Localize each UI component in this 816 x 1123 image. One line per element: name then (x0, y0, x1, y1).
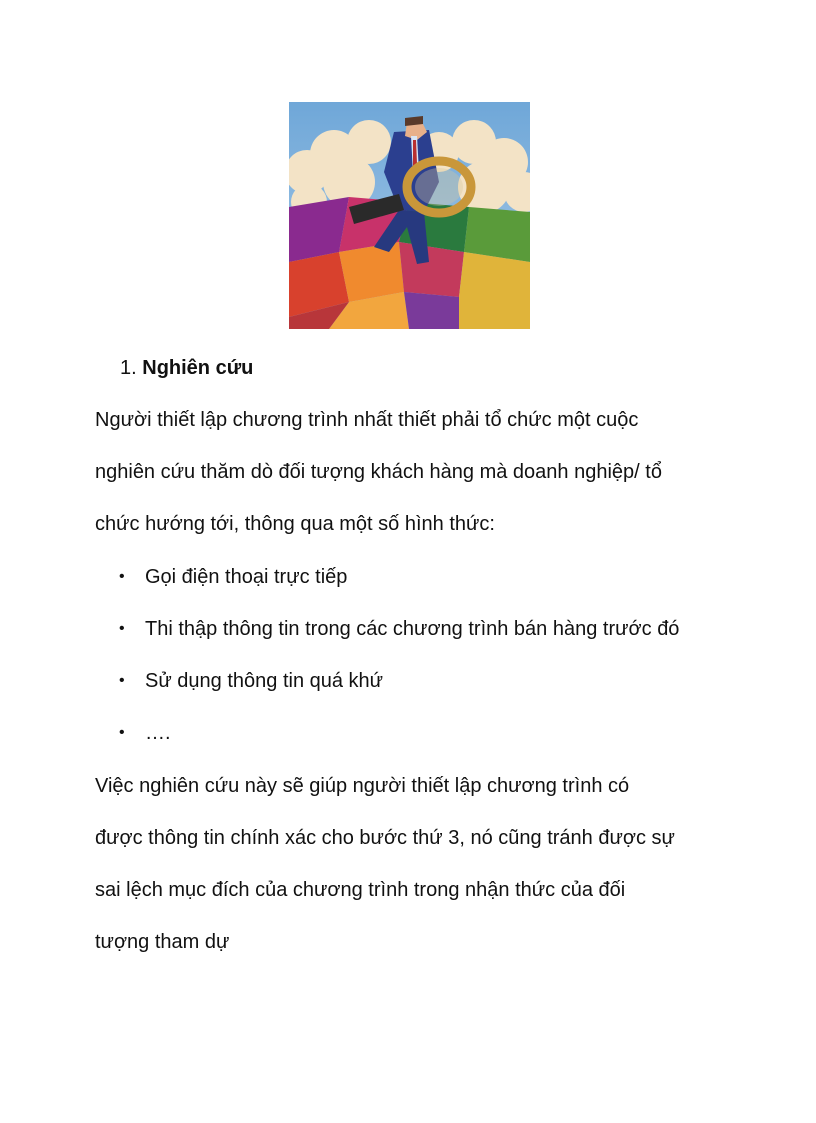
method-bullet-list (95, 563, 755, 771)
list-item (95, 719, 755, 771)
intro-paragraph (95, 406, 735, 562)
list-item-text: Gọi điện thoại trực tiếp (145, 566, 348, 588)
section-number: 1. (120, 357, 137, 379)
list-item (95, 667, 755, 719)
list-item-text: …. (145, 722, 171, 744)
bullet-icon: • (119, 724, 125, 741)
list-item (95, 563, 755, 615)
section-title: Nghiên cứu (142, 357, 254, 379)
paragraph-line: nghiên cứu thăm dò đối tượng khách hàng mà doanh nghiệp/ tổ (95, 461, 662, 483)
list-item-text: Sử dụng thông tin quá khứ (145, 670, 384, 692)
paragraph-line: chức hướng tới, thông qua một số hình thức: (95, 513, 495, 535)
bullet-icon: • (119, 620, 125, 637)
conclusion-paragraph (95, 772, 735, 980)
businessman-magnifier-illustration (289, 102, 530, 329)
list-item-text: Thi thập thông tin trong các chương trình bán hàng trước đó (145, 618, 680, 640)
paragraph-line: được thông tin chính xác cho bước thứ 3, nó cũng tránh được sự (95, 827, 675, 849)
paragraph-line: Người thiết lập chương trình nhất thiết phải tổ chức một cuộc (95, 409, 639, 431)
bullet-icon: • (119, 568, 125, 585)
section-heading (120, 354, 253, 382)
bullet-icon: • (119, 672, 125, 689)
paragraph-line: tượng tham dự (95, 931, 230, 953)
paragraph-line: sai lệch mục đích của chương trình trong nhận thức của đối (95, 879, 626, 901)
list-item (95, 615, 755, 667)
paragraph-line: Việc nghiên cứu này sẽ giúp người thiết lập chương trình có (95, 775, 630, 797)
